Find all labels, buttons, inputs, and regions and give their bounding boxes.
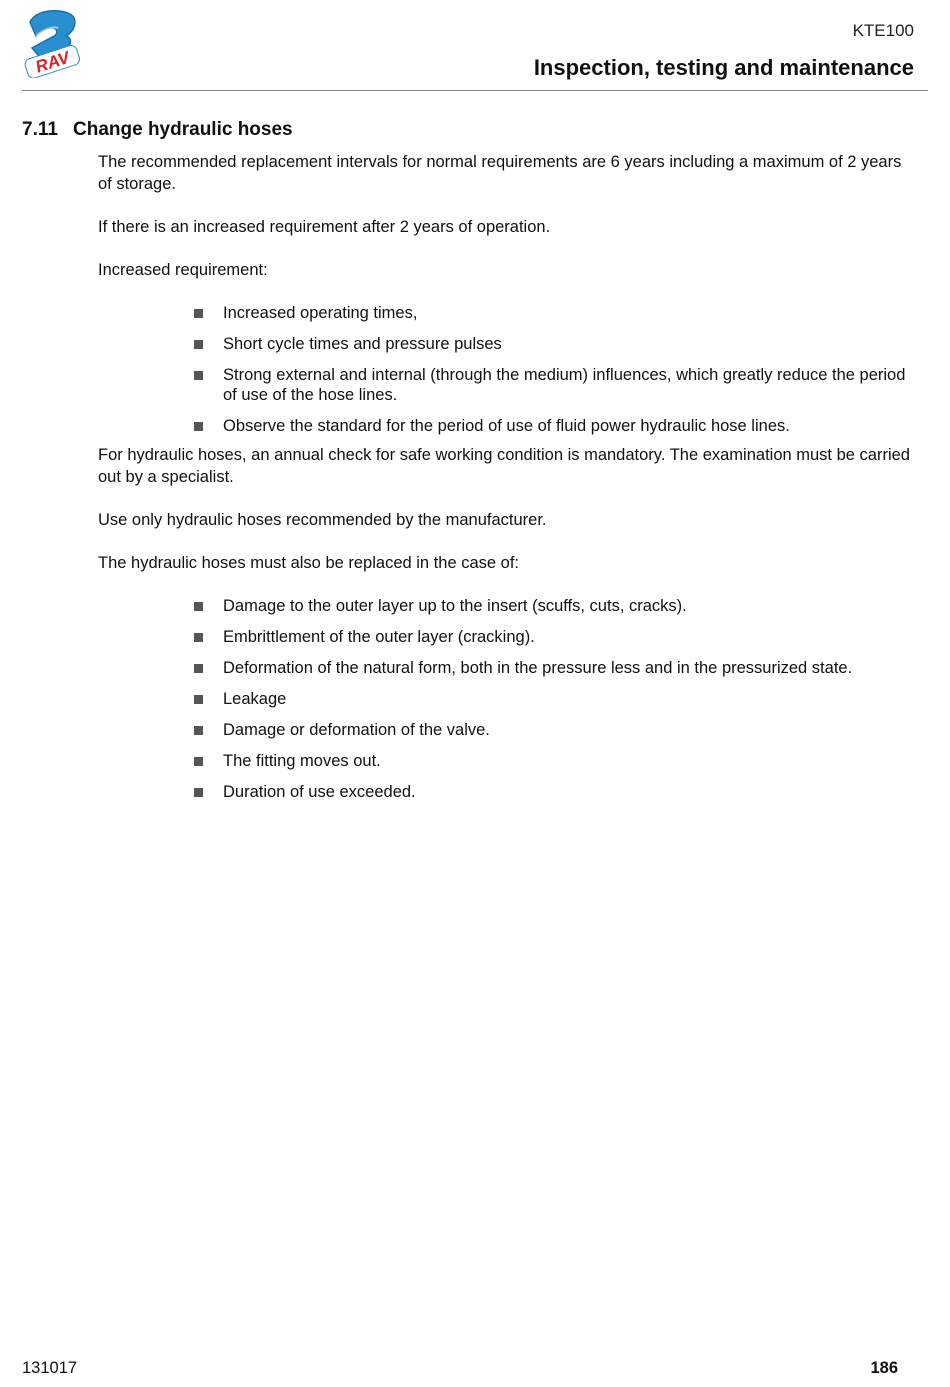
header-divider bbox=[22, 90, 928, 91]
square-bullet-icon bbox=[194, 371, 203, 380]
list-item: Damage or deformation of the valve. bbox=[194, 720, 918, 740]
list-item: Duration of use exceeded. bbox=[194, 782, 918, 802]
list-item: Damage to the outer layer up to the insert (scuffs, cuts, cracks). bbox=[194, 596, 918, 616]
logo-text: RAV bbox=[33, 47, 72, 77]
square-bullet-icon bbox=[194, 757, 203, 766]
paragraph-increased-requirement-condition: If there is an increased requirement after 2 years of operation. bbox=[98, 218, 551, 236]
rav-logo-icon bbox=[22, 8, 84, 78]
square-bullet-icon bbox=[194, 633, 203, 642]
document-code: KTE100 bbox=[852, 21, 914, 40]
square-bullet-icon bbox=[194, 695, 203, 704]
square-bullet-icon bbox=[194, 422, 203, 431]
replacement-cases-list bbox=[194, 596, 918, 802]
page-number: 186 bbox=[870, 1359, 898, 1377]
paragraph-replacement-intervals: The recommended replacement intervals for normal requirements are 6 years including a maximum of 2 years of storage. bbox=[98, 153, 902, 193]
list-item: The fitting moves out. bbox=[194, 751, 918, 771]
square-bullet-icon bbox=[194, 309, 203, 318]
list-item: Deformation of the natural form, both in the pressure less and in the pressurized state. bbox=[194, 658, 918, 678]
paragraph-recommended-hoses: Use only hydraulic hoses recommended by the manufacturer. bbox=[98, 511, 547, 529]
square-bullet-icon bbox=[194, 602, 203, 611]
list-item: Short cycle times and pressure pulses bbox=[194, 334, 918, 354]
square-bullet-icon bbox=[194, 726, 203, 735]
list-item: Embrittlement of the outer layer (cracking). bbox=[194, 627, 918, 647]
paragraph-replacement-cases-label: The hydraulic hoses must also be replaced in the case of: bbox=[98, 554, 519, 572]
paragraph-increased-requirement-label: Increased requirement: bbox=[98, 261, 268, 279]
increased-requirement-list bbox=[194, 303, 918, 436]
square-bullet-icon bbox=[194, 664, 203, 673]
square-bullet-icon bbox=[194, 340, 203, 349]
section-content bbox=[98, 151, 918, 813]
chapter-title: Inspection, testing and maintenance bbox=[533, 55, 914, 80]
document-number: 131017 bbox=[22, 1359, 78, 1377]
list-item: Leakage bbox=[194, 689, 918, 709]
section-heading bbox=[22, 119, 293, 141]
section-number: 7.11 bbox=[22, 119, 58, 140]
section-title: Change hydraulic hoses bbox=[73, 119, 293, 140]
company-logo bbox=[22, 8, 84, 78]
square-bullet-icon bbox=[194, 788, 203, 797]
paragraph-annual-check: For hydraulic hoses, an annual check for safe working condition is mandatory. The examination must be carried out by a specialist. bbox=[98, 446, 910, 486]
list-item: Increased operating times, bbox=[194, 303, 918, 323]
list-item: Observe the standard for the period of use of fluid power hydraulic hose lines. bbox=[194, 416, 918, 436]
list-item: Strong external and internal (through the medium) influences, which greatly reduce the period of use of the hose lines. bbox=[194, 365, 918, 405]
